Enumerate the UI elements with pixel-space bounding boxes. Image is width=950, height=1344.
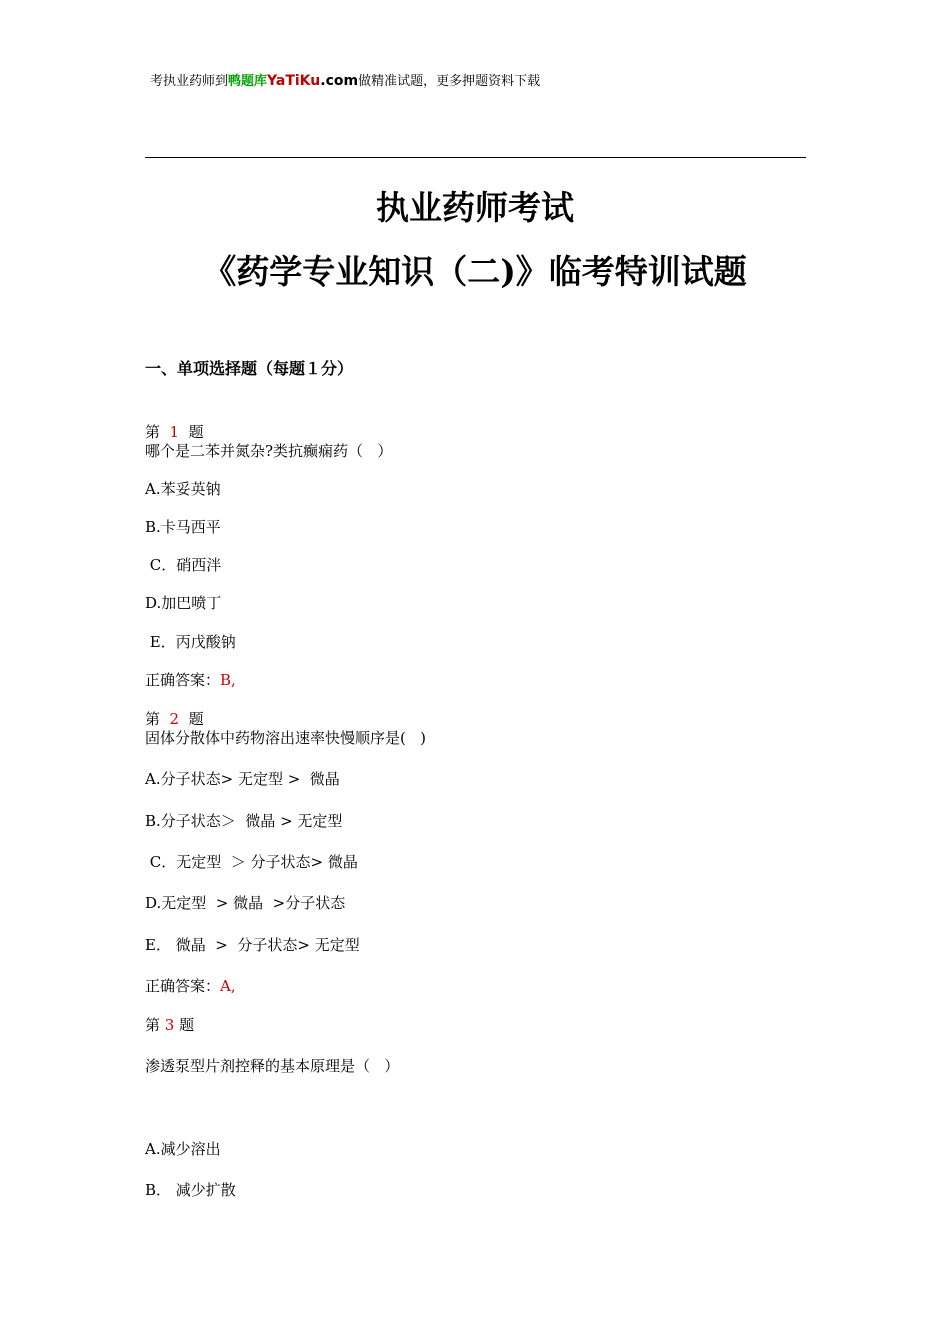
option-b: B． 减少扩散 <box>145 1181 236 1199</box>
option-e: E． 微晶 > 分子状态> 无定型 <box>145 936 360 954</box>
question-stem: 哪个是二苯并氮杂?类抗癫痫药（ ） <box>145 442 393 460</box>
page-header <box>150 72 540 91</box>
section-heading: 一、单项选择题（每题１分） <box>145 359 354 378</box>
question-stem: 渗透泵型片剂控释的基本原理是（ ） <box>145 1057 400 1075</box>
brand-domain[interactable]: .com <box>320 73 359 89</box>
option-c: C．无定型 ＞ 分子状态> 微晶 <box>145 853 358 871</box>
option-a: A.减少溶出 <box>145 1140 221 1158</box>
option-c: C．硝西泮 <box>145 556 222 574</box>
brand-name-en[interactable]: YaTiKu <box>267 73 321 89</box>
option-a: A.分子状态> 无定型 > 微晶 <box>145 770 340 788</box>
header-divider <box>145 157 806 158</box>
question-number: 第 2 题 <box>145 710 204 728</box>
option-d: D.无定型 > 微晶 >分子状态 <box>145 894 346 912</box>
page-subtitle: 《药学专业知识（二)》临考特训试题 <box>203 252 747 291</box>
page-title: 执业药师考试 <box>376 188 574 227</box>
option-b: B.分子状态＞ 微晶 > 无定型 <box>145 812 343 830</box>
option-e: E．丙戊酸钠 <box>145 633 236 651</box>
answer-line: 正确答案：A, <box>145 977 236 995</box>
question-number: 第 3 题 <box>145 1016 195 1034</box>
question-number: 第 1 题 <box>145 423 204 441</box>
option-b: B.卡马西平 <box>145 518 221 536</box>
question-stem: 固体分散体中药物溶出速率快慢顺序是( ) <box>145 729 427 747</box>
answer-value: B, <box>220 671 236 689</box>
option-a: A.苯妥英钠 <box>145 480 221 498</box>
answer-value: A, <box>220 977 236 995</box>
header-suffix: 做精准试题，更多押题资料下载 <box>358 74 541 89</box>
header-prefix: 考执业药师到 <box>150 74 229 89</box>
brand-name-cn[interactable]: 鸭题库 <box>228 74 268 89</box>
option-d: D.加巴喷丁 <box>145 594 222 612</box>
answer-line: 正确答案：B, <box>145 671 236 689</box>
